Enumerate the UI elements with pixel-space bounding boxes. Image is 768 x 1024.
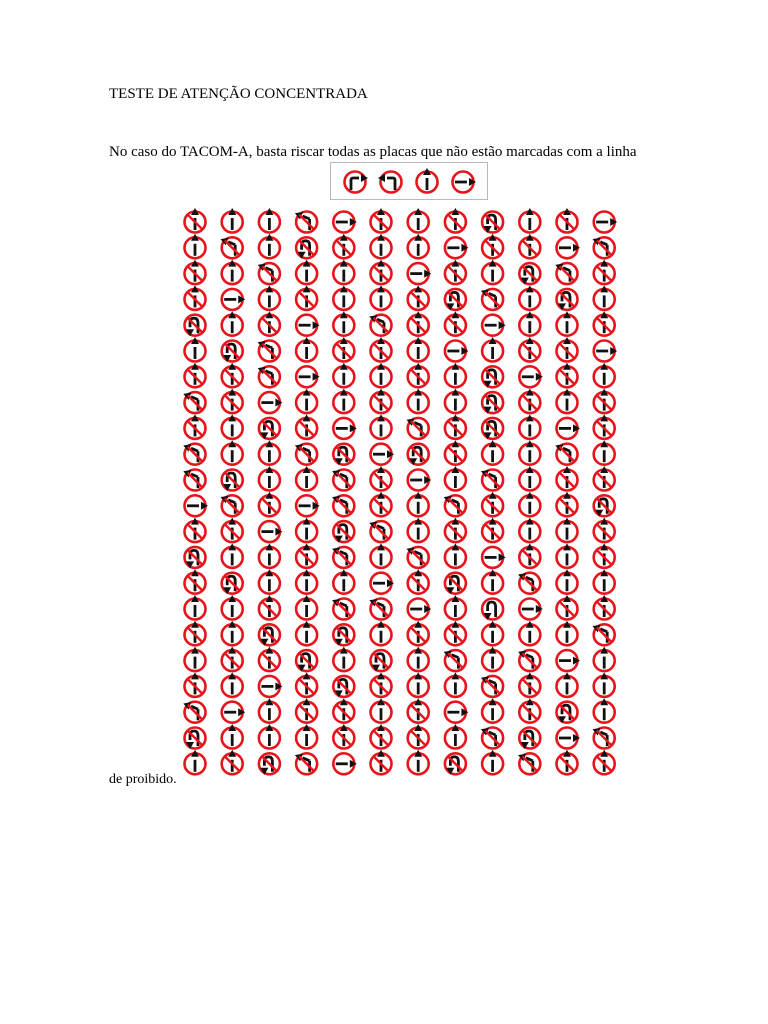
prohibited-sign-up-icon [222, 518, 243, 543]
sign-left-turn-icon [408, 647, 429, 672]
sign-left-turn-icon [482, 698, 503, 723]
sign-straight-right-icon [408, 263, 432, 284]
prohibited-sign-left-turn-icon [519, 337, 540, 362]
sign-up-icon [519, 621, 540, 646]
sign-straight-right-icon [519, 599, 543, 620]
prohibited-sign-up-left-icon [442, 493, 466, 516]
prohibited-sign-up-icon [371, 466, 392, 491]
sign-up-icon [408, 672, 429, 697]
prohibited-sign-right-turn-icon [594, 260, 615, 285]
sign-left-turn-icon [557, 518, 578, 543]
sign-straight-right-icon [259, 676, 283, 697]
sign-up-icon [482, 750, 503, 775]
prohibited-sign-left-turn-icon [333, 698, 354, 723]
sign-straight-right-icon [519, 366, 543, 387]
legend-sign-right-icon [345, 172, 369, 193]
sign-straight-right-icon [557, 728, 581, 749]
prohibited-sign-u-turn-icon [259, 418, 280, 440]
prohibited-sign-up-icon [594, 595, 615, 620]
prohibited-sign-left-turn-icon [185, 363, 206, 388]
sign-right-turn-icon [594, 647, 615, 672]
prohibited-sign-up-icon [519, 672, 540, 697]
prohibited-sign-up-icon [445, 260, 466, 285]
prohibited-sign-up-left-icon [480, 726, 504, 749]
prohibited-sign-left-turn-icon [557, 595, 578, 620]
prohibited-sign-up-left-icon [405, 416, 429, 439]
sign-up-icon [185, 647, 206, 672]
sign-straight-right-icon [408, 470, 432, 491]
prohibited-sign-up-left-icon [256, 261, 280, 284]
sign-up-icon [445, 595, 466, 620]
prohibited-sign-u-turn-icon [519, 263, 540, 285]
sign-left-turn-icon [519, 414, 540, 439]
sign-up-icon [296, 337, 317, 362]
prohibited-sign-up-left-icon [480, 287, 504, 310]
prohibited-sign-up-icon [557, 208, 578, 233]
sign-left-turn-icon [333, 389, 354, 414]
prohibited-sign-up-left-icon [480, 674, 504, 697]
prohibited-sign-up-left-icon [182, 700, 206, 723]
prohibited-sign-left-turn-icon [371, 337, 392, 362]
sign-u-turn-icon [482, 599, 503, 621]
prohibited-sign-left-turn-icon [185, 518, 206, 543]
sign-up-icon [259, 440, 280, 465]
prohibited-sign-up-left-icon [368, 519, 392, 542]
prohibited-sign-up-icon [408, 698, 429, 723]
sign-right-turn-icon [371, 363, 392, 388]
prohibited-sign-u-turn-icon [445, 753, 466, 775]
prohibited-sign-left-turn-icon [185, 621, 206, 646]
sign-right-turn-icon [296, 260, 317, 285]
sign-right-turn-icon [445, 389, 466, 414]
sign-up-icon [333, 363, 354, 388]
sign-right-turn-icon [333, 285, 354, 310]
sign-straight-right-icon [482, 315, 506, 336]
sign-left-turn-icon [557, 621, 578, 646]
sign-straight-right-icon [333, 418, 357, 439]
sign-straight-right-icon [445, 341, 469, 362]
sign-left-turn-icon [482, 621, 503, 646]
sign-up-icon [519, 466, 540, 491]
prohibited-sign-up-left-icon [294, 210, 318, 233]
sign-grid-svg [178, 206, 626, 782]
prohibited-sign-left-turn-icon [371, 672, 392, 697]
sign-up-icon [594, 698, 615, 723]
prohibited-sign-up-icon [557, 466, 578, 491]
sign-straight-right-icon [333, 212, 357, 233]
prohibited-sign-up-icon [519, 543, 540, 568]
sign-up-icon [557, 569, 578, 594]
prohibited-sign-up-icon [296, 414, 317, 439]
prohibited-sign-up-left-icon [591, 726, 615, 749]
sign-up-icon [371, 414, 392, 439]
prohibited-sign-left-turn-icon [445, 208, 466, 233]
prohibited-sign-u-turn-icon [185, 728, 206, 750]
prohibited-sign-u-turn-icon [482, 212, 503, 234]
prohibited-sign-u-turn-icon [296, 237, 317, 258]
instruction-text: No caso do TACOM-A, basta riscar todas as placas que não estão marcadas com a linha [109, 144, 637, 160]
sign-straight-right-icon [296, 315, 320, 336]
sign-left-turn-icon [445, 672, 466, 697]
sign-right-turn-icon [259, 466, 280, 491]
prohibited-sign-left-turn-icon [557, 363, 578, 388]
sign-left-turn-icon [408, 518, 429, 543]
prohibited-sign-left-turn-icon [519, 389, 540, 414]
prohibited-sign-up-icon [296, 672, 317, 697]
sign-left-turn-icon [222, 311, 243, 336]
prohibited-sign-u-turn-icon [222, 573, 243, 595]
prohibited-sign-u-turn-icon [557, 289, 578, 311]
prohibited-sign-up-icon [482, 234, 503, 258]
sign-right-turn-icon [519, 208, 540, 233]
prohibited-sign-up-left-icon [331, 493, 355, 516]
prohibited-sign-up-icon [408, 311, 429, 336]
prohibited-sign-left-turn-icon [185, 672, 206, 697]
prohibited-sign-up-icon [371, 492, 392, 517]
prohibited-sign-up-left-icon [256, 364, 280, 387]
sign-left-turn-icon [408, 208, 429, 233]
prohibited-sign-u-turn-icon [259, 753, 280, 775]
prohibited-sign-u-turn-icon [185, 315, 206, 337]
prohibited-sign-u-turn-icon [185, 547, 206, 569]
prohibited-sign-up-icon [185, 208, 206, 233]
sign-left-turn-icon [371, 285, 392, 310]
sign-straight-right-icon [445, 237, 469, 258]
sign-straight-right-icon [594, 212, 618, 233]
prohibited-sign-up-icon [296, 543, 317, 568]
prohibited-sign-up-icon [371, 208, 392, 233]
sign-up-icon [296, 621, 317, 646]
prohibited-sign-up-icon [445, 440, 466, 465]
prohibited-sign-left-turn-icon [371, 260, 392, 285]
sign-right-turn-icon [594, 569, 615, 594]
sign-straight-right-icon [557, 418, 581, 439]
prohibited-sign-left-turn-icon [408, 363, 429, 388]
prohibited-sign-u-turn-icon [333, 676, 354, 698]
sign-up-icon [408, 234, 429, 258]
prohibited-sign-up-left-icon [331, 545, 355, 568]
prohibited-sign-up-left-icon [182, 390, 206, 413]
sign-right-turn-icon [408, 750, 429, 775]
prohibited-sign-u-turn-icon [445, 289, 466, 311]
prohibited-sign-up-left-icon [480, 468, 504, 491]
prohibited-sign-right-turn-icon [185, 414, 206, 439]
sign-straight-right-icon [371, 444, 395, 465]
sign-up-icon [222, 414, 243, 439]
sign-up-icon [482, 337, 503, 362]
prohibited-sign-u-turn-icon [259, 624, 280, 646]
prohibited-sign-up-left-icon [294, 442, 318, 465]
sign-left-turn-icon [557, 672, 578, 697]
sign-right-turn-icon [408, 389, 429, 414]
legend-sign-straight-right-icon [453, 172, 477, 193]
prohibited-sign-up-left-icon [331, 597, 355, 620]
prohibited-sign-up-icon [594, 750, 615, 775]
prohibited-sign-u-turn-icon [482, 392, 503, 414]
sign-straight-right-icon [408, 599, 432, 620]
sign-left-turn-icon [259, 208, 280, 233]
sign-left-turn-icon [482, 260, 503, 285]
prohibited-sign-u-turn-icon [482, 418, 503, 440]
prohibited-sign-up-left-icon [368, 313, 392, 336]
sign-left-turn-icon [445, 724, 466, 749]
sign-right-turn-icon [557, 543, 578, 568]
sign-up-icon [333, 647, 354, 672]
prohibited-sign-up-left-icon [517, 571, 541, 594]
sign-straight-right-icon [259, 392, 283, 413]
prohibited-sign-up-icon [557, 337, 578, 362]
prohibited-sign-u-turn-icon [333, 624, 354, 646]
prohibited-sign-u-turn-icon [222, 470, 243, 492]
sign-up-icon [519, 311, 540, 336]
sign-left-turn-icon [445, 363, 466, 388]
legend-sign-up-icon [417, 168, 438, 193]
prohibited-sign-up-left-icon [554, 442, 578, 465]
prohibited-sign-u-turn-icon [445, 573, 466, 595]
prohibited-sign-u-turn-icon [594, 495, 615, 517]
prohibited-sign-left-turn-icon [594, 543, 615, 568]
prohibited-sign-up-icon [594, 466, 615, 491]
prohibited-sign-up-left-icon [368, 597, 392, 620]
prohibited-sign-up-icon [333, 337, 354, 362]
sign-up-icon [222, 543, 243, 568]
sign-right-turn-icon [445, 543, 466, 568]
sign-left-turn-icon [185, 750, 206, 775]
prohibited-sign-left-turn-icon [594, 414, 615, 439]
prohibited-sign-up-left-icon [182, 442, 206, 465]
sign-left-turn-icon [371, 234, 392, 258]
prohibited-sign-u-turn-icon [519, 728, 540, 750]
instruction-end-text: de proibido. [109, 772, 177, 787]
sign-right-turn-icon [519, 492, 540, 517]
sign-right-turn-icon [185, 595, 206, 620]
document-title: TESTE DE ATENÇÃO CONCENTRADA [109, 86, 368, 102]
prohibited-sign-left-turn-icon [445, 621, 466, 646]
prohibited-sign-up-left-icon [442, 648, 466, 671]
sign-right-turn-icon [371, 621, 392, 646]
prohibited-sign-up-left-icon [405, 545, 429, 568]
prohibited-sign-up-icon [594, 311, 615, 336]
sign-right-turn-icon [482, 647, 503, 672]
prohibited-sign-up-icon [222, 750, 243, 775]
prohibited-sign-up-icon [222, 389, 243, 414]
sign-up-icon [594, 285, 615, 310]
sign-right-turn-icon [296, 724, 317, 749]
sign-straight-right-icon [185, 495, 209, 516]
sign-straight-right-icon [222, 289, 246, 310]
sign-right-turn-icon [222, 440, 243, 465]
sign-straight-right-icon [445, 702, 469, 723]
prohibited-sign-up-left-icon [219, 235, 243, 258]
sign-left-turn-icon [482, 440, 503, 465]
sign-straight-right-icon [482, 547, 506, 568]
sign-up-icon [296, 569, 317, 594]
prohibited-sign-up-left-icon [517, 648, 541, 671]
prohibited-sign-up-left-icon [591, 622, 615, 645]
sign-right-turn-icon [222, 672, 243, 697]
prohibited-sign-left-turn-icon [408, 724, 429, 749]
prohibited-sign-left-turn-icon [482, 518, 503, 543]
prohibited-sign-left-turn-icon [519, 234, 540, 258]
sign-left-turn-icon [557, 389, 578, 414]
sign-right-turn-icon [333, 569, 354, 594]
prohibited-sign-u-turn-icon [557, 702, 578, 724]
sign-right-turn-icon [259, 285, 280, 310]
prohibited-sign-up-icon [222, 363, 243, 388]
sign-right-turn-icon [296, 518, 317, 543]
prohibited-sign-left-turn-icon [333, 234, 354, 258]
prohibited-sign-up-icon [185, 285, 206, 310]
sign-right-turn-icon [296, 389, 317, 414]
sign-right-turn-icon [408, 492, 429, 517]
sign-up-icon [222, 724, 243, 749]
sign-left-turn-icon [259, 543, 280, 568]
sign-straight-right-icon [594, 341, 618, 362]
sign-left-turn-icon [259, 724, 280, 749]
sign-up-icon [519, 518, 540, 543]
prohibited-sign-up-icon [185, 569, 206, 594]
sign-straight-right-icon [333, 753, 357, 774]
prohibited-sign-left-turn-icon [371, 750, 392, 775]
prohibited-sign-u-turn-icon [333, 521, 354, 543]
sign-right-turn-icon [594, 363, 615, 388]
legend-box [330, 162, 488, 200]
sign-straight-right-icon [296, 495, 320, 516]
prohibited-sign-left-turn-icon [408, 285, 429, 310]
sign-straight-right-icon [557, 650, 581, 671]
prohibited-sign-up-left-icon [591, 235, 615, 258]
prohibited-sign-left-turn-icon [557, 750, 578, 775]
prohibited-sign-up-icon [371, 389, 392, 414]
prohibited-sign-left-turn-icon [296, 698, 317, 723]
sign-right-turn-icon [408, 337, 429, 362]
sign-up-icon [296, 466, 317, 491]
sign-left-turn-icon [259, 569, 280, 594]
prohibited-sign-left-turn-icon [259, 595, 280, 620]
prohibited-sign-up-icon [371, 724, 392, 749]
sign-up-icon [222, 260, 243, 285]
prohibited-sign-left-turn-icon [594, 389, 615, 414]
prohibited-sign-up-left-icon [517, 751, 541, 774]
prohibited-sign-left-turn-icon [259, 311, 280, 336]
sign-right-turn-icon [222, 621, 243, 646]
prohibited-sign-up-left-icon [219, 493, 243, 516]
prohibited-sign-u-turn-icon [222, 341, 243, 363]
prohibited-sign-left-turn-icon [408, 569, 429, 594]
sign-left-turn-icon [222, 595, 243, 620]
prohibited-sign-up-icon [185, 260, 206, 285]
sign-left-turn-icon [185, 337, 206, 362]
prohibited-sign-up-icon [333, 724, 354, 749]
prohibited-sign-left-turn-icon [445, 518, 466, 543]
prohibited-sign-u-turn-icon [482, 366, 503, 388]
prohibited-sign-u-turn-icon [333, 444, 354, 466]
prohibited-sign-up-icon [259, 492, 280, 517]
prohibited-sign-up-icon [259, 647, 280, 672]
prohibited-sign-up-left-icon [294, 751, 318, 774]
sign-straight-right-icon [371, 573, 395, 594]
prohibited-sign-up-icon [482, 492, 503, 517]
sign-left-turn-icon [482, 569, 503, 594]
sign-right-turn-icon [594, 672, 615, 697]
sign-grid [178, 206, 626, 782]
prohibited-sign-up-icon [557, 492, 578, 517]
sign-right-turn-icon [259, 698, 280, 723]
sign-left-turn-icon [296, 595, 317, 620]
sign-right-turn-icon [185, 234, 206, 258]
prohibited-sign-u-turn-icon [408, 444, 429, 466]
prohibited-sign-left-turn-icon [445, 311, 466, 336]
sign-up-icon [519, 440, 540, 465]
prohibited-sign-left-turn-icon [222, 647, 243, 672]
prohibited-sign-u-turn-icon [296, 650, 317, 672]
sign-straight-right-icon [259, 521, 283, 542]
prohibited-sign-left-turn-icon [519, 698, 540, 723]
sign-left-turn-icon [371, 698, 392, 723]
sign-left-turn-icon [333, 260, 354, 285]
prohibited-sign-left-turn-icon [445, 414, 466, 439]
prohibited-sign-left-turn-icon [594, 518, 615, 543]
sign-straight-right-icon [296, 366, 320, 387]
legend-signs [331, 163, 489, 201]
legend-sign-left-icon [378, 172, 402, 193]
sign-up-icon [259, 234, 280, 258]
prohibited-sign-up-icon [296, 285, 317, 310]
prohibited-sign-up-left-icon [256, 339, 280, 362]
sign-left-turn-icon [594, 440, 615, 465]
sign-left-turn-icon [519, 285, 540, 310]
sign-up-icon [371, 543, 392, 568]
sign-up-icon [222, 208, 243, 233]
prohibited-sign-up-left-icon [554, 261, 578, 284]
prohibited-sign-u-turn-icon [371, 650, 392, 672]
sign-up-icon [445, 466, 466, 491]
prohibited-sign-up-icon [408, 621, 429, 646]
sign-up-icon [333, 311, 354, 336]
prohibited-sign-up-left-icon [331, 468, 355, 491]
prohibited-sign-up-left-icon [182, 468, 206, 491]
sign-straight-right-icon [222, 702, 246, 723]
sign-straight-right-icon [557, 237, 581, 258]
sign-right-turn-icon [557, 311, 578, 336]
